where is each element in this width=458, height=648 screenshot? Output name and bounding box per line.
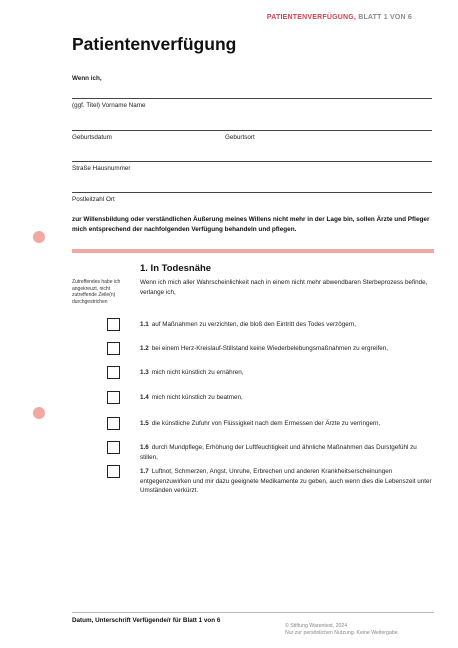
punch-hole-marker-top [33, 231, 45, 243]
city-field-label: Postleitzahl Ort [72, 196, 115, 203]
checkbox-1-6[interactable] [107, 441, 120, 454]
name-input-line[interactable] [72, 98, 432, 99]
item-number: 1.2 [140, 345, 149, 352]
page-title: Patientenverfügung [72, 34, 237, 54]
list-item [140, 467, 432, 496]
item-text: mich nicht künstlich zu ernähren, [151, 369, 244, 376]
checkbox-1-4[interactable] [107, 391, 120, 404]
header-accent: PATIENTENVERFÜGUNG, [266, 14, 357, 21]
instruction-note: Zutreffendes habe ich angekreuzt, nicht zutreffende Zeile(n) durchgestrichen [72, 279, 121, 305]
item-text: Luftnot, Schmerzen, Angst, Unruhe, Erbrechen und anderen Krankheitserscheinungen entgegenzuwirken und mir dazu geeignete Medikamente zu geben, auch wenn dies die Lebenszeit unter Umständen verkürzt. [140, 468, 432, 494]
name-field-label: (ggf. Titel) Vorname Name [72, 102, 146, 109]
birthplace-field-label: Geburtsort [225, 134, 255, 141]
birth-input-line[interactable] [72, 130, 432, 131]
intro-label: Wenn ich, [72, 75, 102, 82]
section-title: 1. In Todesnähe [140, 263, 212, 274]
item-number: 1.5 [140, 420, 149, 427]
list-item [140, 419, 432, 429]
birthdate-field-label: Geburtsdatum [72, 134, 112, 141]
list-item [140, 320, 432, 330]
usage-notice: Nur zur persönlichen Nutzung. Keine Weitergabe. [285, 629, 400, 636]
street-input-line[interactable] [72, 161, 432, 162]
sheet-header [267, 14, 412, 21]
item-text: die künstliche Zufuhr von Flüssigkeit nach dem Ermessen der Ärzte zu verringern, [151, 420, 381, 427]
section-divider-bar [72, 249, 434, 253]
list-item [140, 368, 432, 378]
footer-legal [285, 623, 399, 636]
header-sheet-number: BLATT 1 VON 6 [358, 14, 412, 21]
item-text: durch Mundpflege, Erhöhung der Luftfeuchtigkeit und ähnliche Maßnahmen das Durstgefühl zu stillen, [140, 444, 417, 461]
list-item [140, 344, 432, 354]
copyright-text: © Stiftung Warentest, 2024 [285, 623, 348, 629]
item-number: 1.6 [140, 444, 149, 451]
checkbox-1-2[interactable] [107, 342, 120, 355]
signature-label: Datum, Unterschrift Verfügende/r für Blatt 1 von 6 [72, 617, 221, 624]
statement-paragraph: zur Willensbildung oder verständlichen Äußerung meines Willens nicht mehr in der Lage bin, sollen Ärzte und Pfleger mich entsprechend der nachfolgenden Verfügung behandeln und pflegen. [72, 216, 430, 233]
item-number: 1.3 [140, 369, 149, 376]
list-item [140, 443, 432, 462]
checkbox-1-7[interactable] [107, 465, 120, 478]
item-number: 1.4 [140, 394, 149, 401]
section-intro: Wenn ich mich aller Wahrscheinlichkeit nach in einem nicht mehr abwendbaren Sterbeprozess befinde, verlange ich, [140, 279, 428, 296]
street-field-label: Straße Hausnummer [72, 165, 131, 172]
footer-divider [72, 612, 434, 613]
city-input-line[interactable] [72, 192, 432, 193]
item-number: 1.7 [140, 468, 149, 475]
item-text: mich nicht künstlich zu beatmen, [151, 394, 243, 401]
item-number: 1.1 [140, 321, 149, 328]
item-text: auf Maßnahmen zu verzichten, die bloß den Eintritt des Todes verzögern, [151, 321, 357, 328]
punch-hole-marker-bottom [33, 407, 45, 419]
checkbox-1-3[interactable] [107, 366, 120, 379]
item-text: bei einem Herz-Kreislauf-Stillstand keine Wiederbelebungsmaßnahmen zu ergreifen, [151, 345, 389, 352]
list-item [140, 393, 432, 403]
checkbox-1-5[interactable] [107, 417, 120, 430]
checkbox-1-1[interactable] [107, 318, 120, 331]
